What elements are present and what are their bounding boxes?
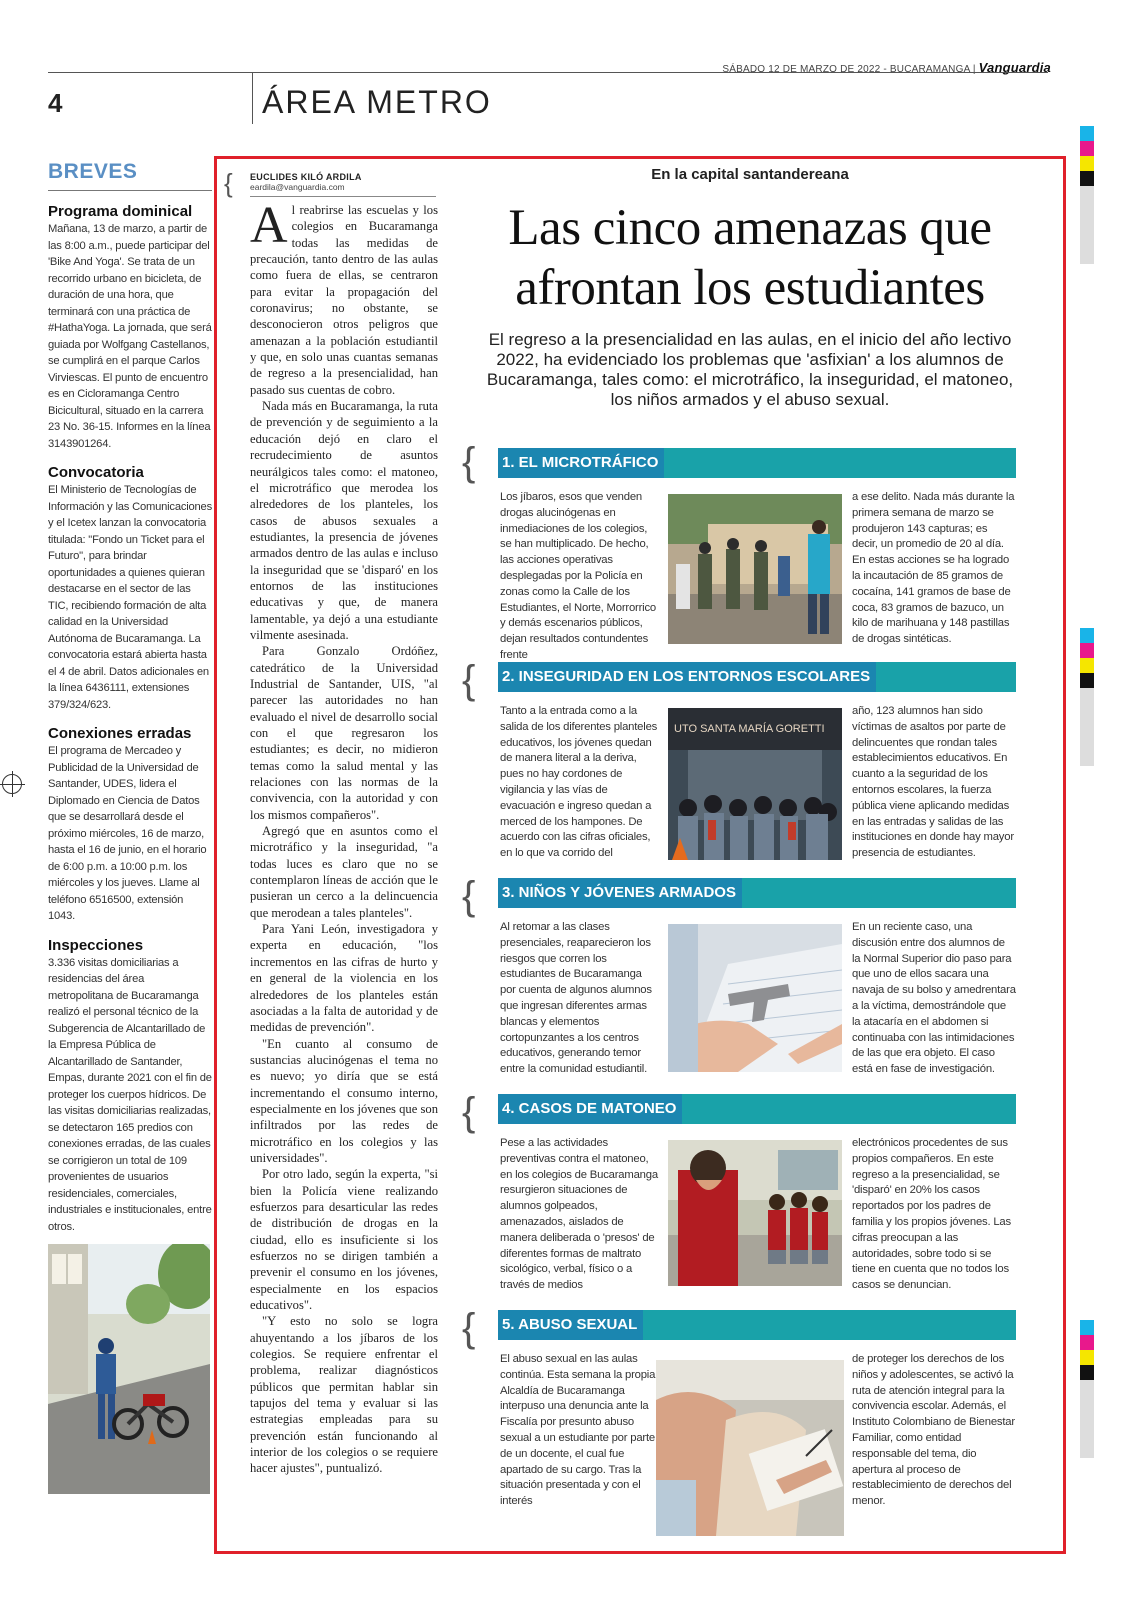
brief-item — [48, 464, 212, 713]
threat-left-text: Al retomar a las clases presenciales, reaparecieron los riesgos que corren los estudiantes de Bucaramanga por cuenta de algunos alumnos que ingresan diferentes armas blancas y elementos cortopunzantes a los centros educativos, generando temor entre la comunidad estudiantil. — [500, 921, 652, 1076]
threat-inseguridad — [498, 662, 1016, 872]
page-number: 4 — [48, 88, 63, 118]
threat-left-text: Pese a las actividades preventivas contra el matoneo, en los colegios de Bucaramanga resurgieron situaciones de alumnos golpeados, amenazados, aislados de manera deliberada o 'presos' de diferentes formas de maltrato sicológico, verbal, físico o a través de medios — [500, 1137, 658, 1292]
brief-heading: Programa dominical — [48, 203, 193, 220]
brief-item — [48, 203, 212, 452]
article-body — [250, 197, 438, 1477]
body-paragraph: "En cuanto al consumo de sustancias alucinógenas el tema no es nuevo; yo diría que se está incrementando el consumo interno, especialmente en los jóvenes que son infiltrados por las redes de microtráfico en los colegios y las universidades". — [250, 1036, 438, 1165]
body-paragraph: Nada más en Bucaramanga, la ruta de prevención y de seguimiento a la educación dejó en claro el recrudecimiento de asuntos neurálgicos tales como: el matoneo, el microtráfico que merodea los alrededores de los planteles, los casos de abusos sexuales a estudiantes, la presencia de jóvenes armados dentro de las aulas e incluso la inseguridad que se 'disparó' en los entornos de las instituciones educativas y que, de manera lamentable, ya dejó a una estudiante vilmente asesinada. — [250, 399, 438, 642]
threat-bar — [498, 662, 1016, 692]
brief-item — [48, 725, 212, 925]
byline — [250, 172, 362, 192]
brief-text: El Ministerio de Tecnologías de Información y las Comunicaciones y el Icetex lanzan la convocatoria titulada: "Fondo un Ticket para el Futuro", para brindar oportunidades a quienes quieran destacarse en el sector de las TIC, recibiendo formación de alta calidad en la Universidad Autónoma de Bucaramanga. La convocatoria estará abierta hasta el 4 de abril. Datos adicionales en la línea 6436111, extensiones 379/324/623. — [48, 484, 212, 711]
threat-left-text: Tanto a la entrada como a la salida de los diferentes planteles educativos, los jóvenes quedan de manera literal a la deriva, pues no hay cordones de vigilancia y las vías de evacuación e ingreso quedan a merced de los hampones. De acuerdo con las cifras oficiales, en lo que va corrido del — [500, 705, 658, 860]
dropcap: A — [250, 197, 288, 254]
byline-email[interactable]: eardila@vanguardia.com — [250, 182, 345, 192]
threat-right-text: año, 123 alumnos han sido víctimas de asaltos por parte de delincuentes que rondan tales establecimientos educativos. En cuanto a la seguridad de los entornos escolares, la fuerza pública viene aplicando medidas en las entradas y salidas de las instituciones en donde hay mayor presencia de estudiantes. — [852, 705, 1014, 860]
threat-label: 1. EL MICROTRÁFICO — [498, 448, 664, 478]
threat-label: 4. CASOS DE MATONEO — [498, 1094, 682, 1124]
body-paragraph: Para Gonzalo Ordóñez, catedrático de la Universidad Industrial de Santander, UIS, "al parecer las autoridades no han evaluado el nivel de desarrollo social con el que regresaron los estudiantes; es decir, no midieron temas como la salud mental y las relaciones con las normas de la convivencia, con la autoridad y con los mismos compañeros". — [250, 644, 438, 822]
threat-bar — [498, 1094, 1016, 1124]
brief-text: El programa de Mercadeo y Publicidad de la Universidad de Santander, UDES, lidera el Diplomado en Ciencia de Datos que se desarrollará desde el próximo miércoles, 16 de marzo, hasta el 16 de junio, en el horario de 6:00 p.m. a 10:00 p.m. los miércoles y los jueves. Llame al teléfono 6516500, extensión 1043. — [48, 745, 207, 922]
threat-left-text: El abuso sexual en las aulas continúa. Esta semana la propia Alcaldía de Bucaramanga interpuso una denuncia ante la Fiscalía por presunto abuso sexual a un estudiante por parte de un docente, el cual fue apartado de su cargo. Tras la situación presentada y con el interés — [500, 1353, 656, 1508]
date-text: SÁBADO 12 DE MARZO DE 2022 - BUCARAMANGA | — [722, 64, 976, 75]
body-paragraph: Agregó que en asuntos como el microtráfico y la inseguridad, "a todas luces es claro que no se contemplaron líneas de acción que le pusieran un cerco a la delincuencia que merodean a tales planteles". — [250, 824, 438, 920]
threat-right-text: a ese delito. Nada más durante la primera semana de marzo se produjeron 143 capturas; es decir, un promedio de 20 al día. En estas acciones se ha logrado la incautación de 85 gramos de cocaína, 141 gramos de base de coca, 83 gramos de bazuco, un kilo de marihuana y 148 pastillas de drogas sintéticas. — [852, 491, 1015, 646]
byline-bracket-icon: { — [224, 168, 233, 198]
brace-icon: { — [462, 440, 476, 484]
body-paragraph: Para Yani León, investigadora y experta en educación, "los incrementos en las cifras de hurto y en general de la violencia en los alrededores de los planteles están asociadas a la falta de autoridad y de medidas de prevención". — [250, 922, 438, 1035]
color-bar-bottom — [1080, 1320, 1094, 1458]
threat-right-text: En un reciente caso, una discusión entre dos alumnos de la Normal Superior dio paso para que uno de ellos sacara una navaja de su bolso y amedrentara a la víctima, demostrándole que la atacaría en el abdomen si continuaba con las intimidaciones de las que era objeto. El caso está en fase de investigación. — [852, 921, 1016, 1076]
threat-bar — [498, 1310, 1016, 1340]
brief-heading: Inspecciones — [48, 936, 144, 954]
breves-title: BREVES — [48, 160, 138, 183]
abuse-photo — [656, 1360, 844, 1536]
bullying-photo — [668, 1140, 842, 1286]
body-paragraph: Por otro lado, según la experta, "si bien la Policía viene realizando esfuerzos para desarticular las redes de distribución de drogas en la ciudad, ello es insuficiente si los esfuerzos no se dirigen también a prevenir el consumo en los jóvenes, especialmente en los espacios educativos". — [250, 1167, 438, 1313]
threat-matoneo — [498, 1094, 1016, 1294]
breves-column — [48, 160, 212, 1247]
breves-photo — [48, 1244, 210, 1494]
brief-heading: Conexiones erradas — [48, 725, 192, 742]
first-paragraph — [250, 197, 438, 398]
color-bar-middle — [1080, 628, 1094, 766]
brace-icon: { — [462, 1090, 476, 1134]
threat-right-text: electrónicos procedentes de sus propios compañeros. En este regreso a la presencialidad, se 'disparó' en 20% los casos reportados por los padres de familia y los propios jóvenes. Las cifras preocupan a las autoridades, sobre todo si se tiene en cuenta que no todos los casos se denuncian. — [852, 1137, 1011, 1292]
byline-name: EUCLIDES KILÓ ARDILA — [250, 172, 362, 182]
brace-icon: { — [462, 1306, 476, 1350]
threat-label: 3. NIÑOS Y JÓVENES ARMADOS — [498, 878, 742, 908]
breves-rule — [48, 190, 212, 191]
threat-armados — [498, 878, 1016, 1088]
threat-label: 5. ABUSO SEXUAL — [498, 1310, 643, 1340]
threat-right-text: de proteger los derechos de los niños y adolescentes, se activó la ruta de atención integral para la convivencia escolar. Además, el Instituto Colombiano de Bienestar Familiar, como entidad responsable del tema, dio apertura al proceso de restablecimiento de derechos del menor. — [852, 1353, 1015, 1508]
threat-microtrafico — [498, 448, 1016, 661]
headline: Las cinco amenazas que afrontan los estudiantes — [508, 200, 992, 316]
threat-bar — [498, 878, 1016, 908]
threat-label: 2. INSEGURIDAD EN LOS ENTORNOS ESCOLARES — [498, 662, 876, 692]
section-title: ÁREA METRO — [262, 84, 492, 120]
brace-icon: { — [462, 658, 476, 702]
threat-left-text: Los jíbaros, esos que venden drogas alucinógenas en inmediaciones de los colegios, se han multiplicado. De hecho, las acciones operativas desplegadas por la Policía en zonas como la Calle de los Estudiantes, el Norte, Morrorrico y demás escenarios públicos, dejan resultados contundentes frente — [500, 491, 657, 661]
brand-logo: Vanguardia — [978, 60, 1051, 75]
kicker: En la capital santandereana — [651, 166, 849, 183]
registration-mark-icon — [2, 774, 22, 794]
header-rule — [48, 72, 1048, 73]
color-bar-top — [1080, 126, 1094, 264]
brace-icon: { — [462, 874, 476, 918]
first-paragraph-text: l reabrirse las escuelas y los colegios en Bucaramanga todas las medidas de precaución, tanto dentro de las aulas como fuera de ellas, se centraron para evitar la propagación del coronavirus; no obstante, se desconocieron otros peligros que amenazan a la población estudiantil y que, en solo unas cuantas semanas de regreso a la presencialidad, han pasado sus cuentas de cobro. — [250, 203, 438, 397]
gun-desk-photo — [668, 924, 842, 1072]
school-entrance-photo — [668, 708, 842, 860]
header-divider — [252, 72, 253, 124]
brief-item — [48, 937, 212, 1236]
body-paragraph: "Y esto no solo se logra ahuyentando a los jíbaros de los colegios. Se requiere enfrentar el problema, realizar diagnósticos públicos que permitan hablar sin tapujos del tema y evaluar si las estrategias empleadas para su prevención están funcionando al interior de los colegios o se requiere hacer ajustes", puntualizó. — [250, 1314, 438, 1476]
police-operation-photo — [668, 494, 842, 644]
threat-abuso — [498, 1310, 1016, 1540]
brief-heading: Convocatoria — [48, 464, 144, 481]
threat-bar — [498, 448, 1016, 478]
dek: El regreso a la presencialidad en las aulas, en el inicio del año lectivo 2022, ha evidenciado los problemas que 'asfixian' a los alumnos de Bucaramanga, tales como: el microtráfico, la inseguridad, el matoneo, los niños armados y el abuso sexual. — [486, 330, 1014, 409]
brief-text: 3.336 visitas domiciliarias a residencias del área metropolitana de Bucaramanga realizó el personal técnico de la Subgerencia de Alcantarillado de la Empresa Pública de Alcantarillado de Santander, Empas, durante 2021 con el fin de proteger los cuerpos hídricos. De las visitas domiciliarias realizadas, se detectaron 165 predios con conexiones erradas, de las cuales se corrigieron un total de 109 provenientes de usuarios residenciales, comerciales, industriales e institucionales, entre otros. — [48, 956, 212, 1233]
school-sign: UTO SANTA MARÍA GORETTI — [674, 723, 825, 735]
brief-text: Mañana, 13 de marzo, a partir de las 8:00 a.m., puede participar del 'Bike And Yoga'. Se trata de un recorrido urbano en bicicleta, de duración de una hora, que terminará con una práctica de #HathaYoga. La jornada, que será guiada por Wolfgang Castellanos, se cumplirá en el parque Carlos Virviescas. El punto de encuentro es en Cicloramanga Centro Bicicultural, situado en la carrera 23 No. 36-15. Informes en la línea 3143901264. — [48, 223, 212, 450]
